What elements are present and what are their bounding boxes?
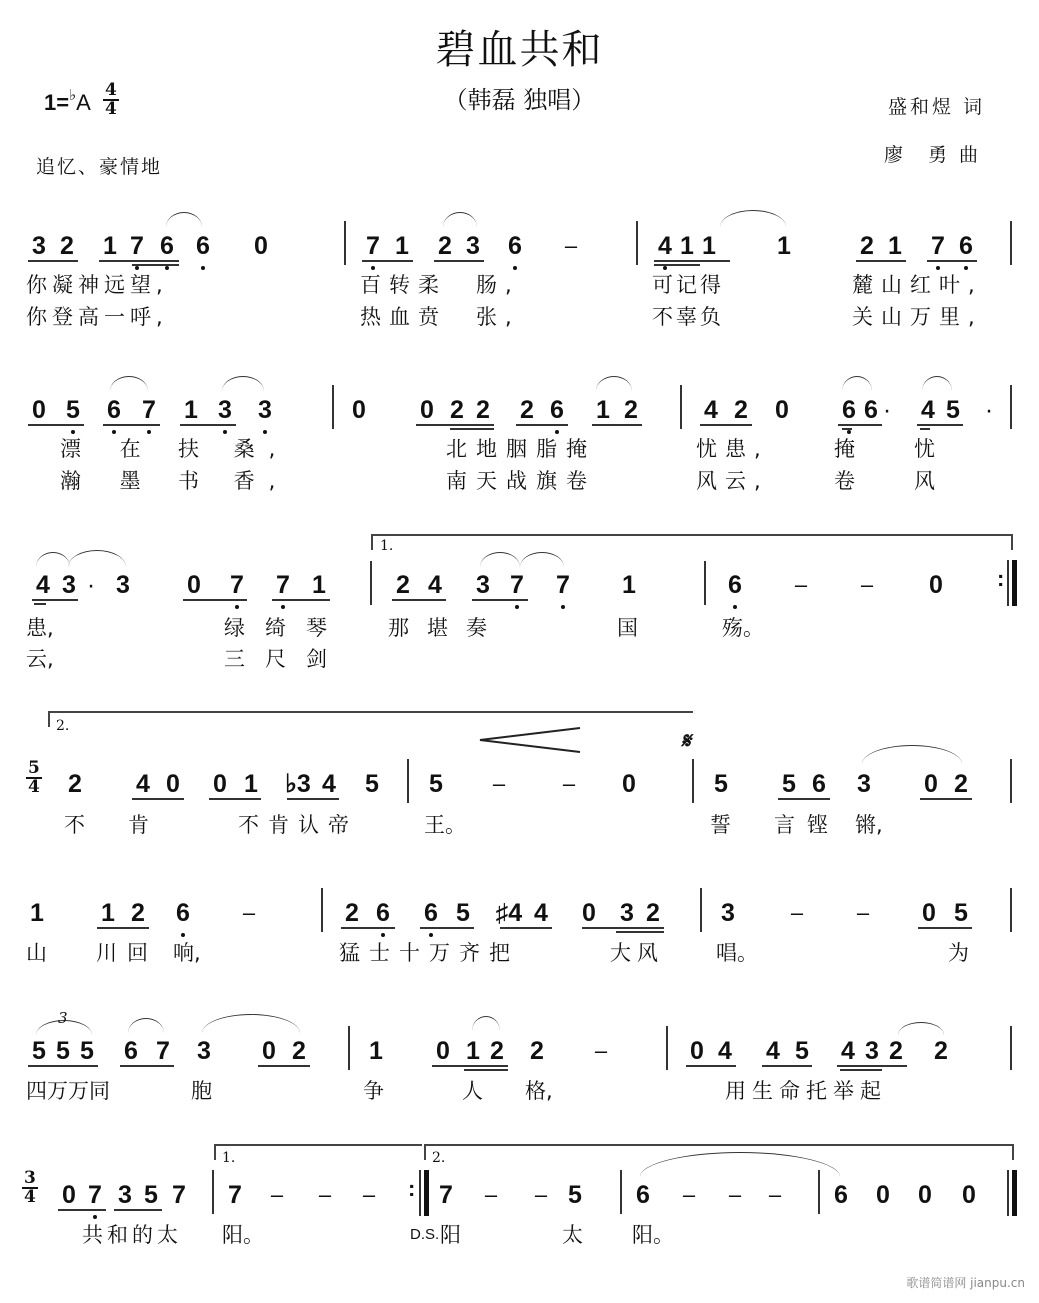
performer-subtitle: （韩磊 独唱） (443, 86, 596, 114)
bar-line (419, 1170, 421, 1216)
lyric: 那堪奏 (388, 616, 505, 640)
bar-line (666, 1026, 668, 1070)
note: 7 (362, 233, 384, 259)
note: 2 (60, 232, 74, 260)
final-bar-line (1012, 1170, 1017, 1216)
note: 7 (84, 1182, 106, 1208)
note: 0 (352, 396, 366, 424)
note: 5 (714, 770, 728, 798)
dash: – (594, 1038, 608, 1063)
note: 6 (124, 1037, 138, 1065)
note: 6 (812, 770, 826, 798)
lyric: 锵, (855, 813, 883, 837)
note: 3 (214, 397, 236, 423)
lyric: 不辜负 (652, 305, 724, 329)
note: 2 (889, 1037, 903, 1065)
dot: · (86, 571, 96, 599)
note: 6 (420, 900, 442, 926)
note: 4 (766, 1037, 780, 1065)
volta-bracket-1 (214, 1144, 422, 1160)
lyric: 你登高一呼, (26, 305, 168, 329)
dash: – (794, 572, 808, 597)
note: 0 (166, 770, 180, 798)
note: 0 (254, 232, 268, 260)
lyric: 王。 (424, 813, 466, 837)
note: 2 (954, 770, 968, 798)
note: 1 (369, 1037, 383, 1065)
note: 0 (62, 1181, 76, 1209)
note: 7 (226, 572, 248, 598)
note: 0 (962, 1181, 976, 1209)
repeat-end-dots: : (997, 566, 1005, 591)
dash: – (318, 1182, 332, 1207)
note: 2 (530, 1037, 544, 1065)
volta-label: 2. (56, 718, 70, 734)
note: 1 (702, 232, 716, 260)
note: 2 (624, 396, 638, 424)
note: 6 (636, 1181, 650, 1209)
note: 1 (680, 232, 694, 260)
note: 6 (838, 397, 860, 423)
tempo-marking: 追忆、豪情地 (36, 156, 163, 178)
lyric: 争 (363, 1079, 384, 1103)
note: 5 (144, 1181, 158, 1209)
note: 2 (68, 770, 82, 798)
lyric: 阳。 (222, 1223, 264, 1247)
lyric: 格, (525, 1079, 553, 1103)
note: 6 (546, 397, 568, 423)
key-note: A (76, 89, 91, 115)
lyric: 风云, (696, 469, 769, 493)
lyric: 言铿 (774, 813, 840, 837)
note: 6 (955, 233, 977, 259)
lyric: 扶 桑, (178, 437, 290, 461)
dash: – (856, 900, 870, 925)
note: 3 (620, 899, 634, 927)
note: 3 (254, 397, 276, 423)
triplet-mark: 3 (58, 1009, 68, 1027)
note: 0 (32, 396, 46, 424)
lyric: 大风 (610, 941, 664, 965)
note: 4 (841, 1037, 855, 1065)
lyric: 热血贲 张, (360, 305, 520, 329)
note: 4 (704, 396, 718, 424)
note: 3 (116, 571, 130, 599)
note: 1 (103, 232, 117, 260)
note: 2 (396, 571, 410, 599)
repeat-end-dots: : (408, 1176, 416, 1201)
dash: – (790, 900, 804, 925)
note: 5 (456, 899, 470, 927)
note: 3 (476, 571, 490, 599)
note: 5 (365, 770, 379, 798)
dot: · (882, 396, 892, 424)
note: 3 (118, 1181, 132, 1209)
note: 0 (436, 1037, 450, 1065)
note: 5 (62, 397, 84, 423)
lyric: 太 (562, 1223, 583, 1247)
bar-line (1010, 385, 1012, 429)
note: 2 (490, 1037, 504, 1065)
lyric: 书 香, (178, 469, 290, 493)
note: 4 (654, 233, 676, 259)
bar-line (636, 221, 638, 265)
note: 6 (864, 396, 878, 424)
lyric: 北地胭脂掩 (446, 437, 596, 461)
note: 7 (156, 1037, 170, 1065)
note: 0 (622, 770, 636, 798)
note: 1 (244, 770, 258, 798)
note: 1 (596, 396, 610, 424)
lyric: 忧 (914, 437, 935, 461)
note: 7 (506, 572, 528, 598)
note: 7 (138, 397, 160, 423)
composer-credit: 廖 勇 曲 (884, 144, 982, 166)
note: 0 (918, 1181, 932, 1209)
note: 1 (312, 571, 326, 599)
lyric: 你凝神远望, (26, 273, 168, 297)
final-bar-line (1012, 560, 1017, 606)
note: 1 (888, 232, 902, 260)
note-flat: ♭3 (285, 770, 311, 798)
note: 2 (734, 396, 748, 424)
lyric: 百转柔 肠, (360, 273, 520, 297)
note: 4 (428, 571, 442, 599)
dash: – (682, 1182, 696, 1207)
volta-bracket-2 (48, 711, 693, 727)
thick-bar-line (424, 1170, 429, 1216)
note: 5 (429, 770, 443, 798)
lyric: 可记得 (652, 273, 724, 297)
bar-line (704, 561, 706, 605)
lyric: 阳 (440, 1223, 461, 1247)
note: 5 (80, 1037, 94, 1065)
time-signature: $\frac{5}{4}$ (28, 758, 40, 797)
bar-line (407, 759, 409, 803)
dash: – (728, 1182, 742, 1207)
bar-line (1007, 1170, 1009, 1216)
note: 4 (136, 770, 150, 798)
dash: – (242, 900, 256, 925)
bar-line (1010, 888, 1012, 932)
lyric: 忧患, (696, 437, 769, 461)
note: 5 (954, 899, 968, 927)
time-signature: $\frac{3}{4}$ (24, 1168, 36, 1207)
note: 3 (197, 1037, 211, 1065)
lyric: 阳。 (632, 1223, 674, 1247)
volta-bracket-1 (371, 534, 1013, 550)
lyric: 不肯认帝 (238, 813, 358, 837)
bar-line (1010, 221, 1012, 265)
lyric: 卷 (834, 469, 855, 493)
note: 3 (721, 899, 735, 927)
note: 0 (420, 396, 434, 424)
note: 0 (187, 571, 201, 599)
note-sharp: ♯4 (495, 899, 523, 927)
note: 3 (32, 232, 46, 260)
note: 2 (860, 232, 874, 260)
note: 3 (865, 1037, 879, 1065)
note: 0 (876, 1181, 890, 1209)
bar-line (620, 1170, 622, 1214)
dash: – (860, 572, 874, 597)
note: 6 (103, 397, 125, 423)
note: 2 (450, 396, 464, 424)
lyric: 誓 (710, 813, 731, 837)
note: 0 (262, 1037, 276, 1065)
note: 4 (534, 899, 548, 927)
bar-line (344, 221, 346, 265)
note: 1 (622, 571, 636, 599)
crescendo-hairpin-icon (478, 726, 582, 754)
dash: – (362, 1182, 376, 1207)
note: 5 (32, 1037, 46, 1065)
note: 1 (777, 232, 791, 260)
bar-line (348, 1026, 350, 1070)
lyric: 三尺剑 (224, 647, 347, 671)
lyric: 国 (617, 616, 638, 640)
time-signature: $\frac{4}{4}$ (104, 80, 117, 119)
lyric: 不 (64, 813, 85, 837)
lyric: 肯 (128, 813, 149, 837)
song-title: 碧血共和 (435, 27, 604, 73)
note: 2 (934, 1037, 948, 1065)
dash: – (492, 771, 506, 796)
note: 7 (552, 572, 574, 598)
note: 0 (922, 899, 936, 927)
lyric: 为 (948, 941, 969, 965)
note: 2 (520, 396, 534, 424)
bar-line (1007, 560, 1009, 606)
volta-label: 1. (222, 1150, 236, 1166)
bar-line (370, 561, 372, 605)
note: 0 (775, 396, 789, 424)
lyric: 人 (462, 1079, 483, 1103)
bar-line (700, 888, 702, 932)
note: 7 (172, 1181, 186, 1209)
note: 4 (36, 571, 50, 599)
note: 7 (439, 1181, 453, 1209)
note: 2 (438, 232, 452, 260)
note: 3 (857, 770, 871, 798)
bar-line (1010, 759, 1012, 803)
note: 4 (718, 1037, 732, 1065)
lyric: 用生命托举起 (725, 1079, 887, 1103)
lyric: 南天战旗卷 (446, 469, 596, 493)
note: 1 (184, 396, 198, 424)
lyric: 漂 在 (60, 437, 157, 461)
bar-line (692, 759, 694, 803)
note: 0 (582, 899, 596, 927)
note: 7 (272, 572, 294, 598)
note: 1 (101, 899, 115, 927)
note: 0 (924, 770, 938, 798)
lyric: 绿绮琴 (224, 616, 347, 640)
dash: – (484, 1182, 498, 1207)
lyric: 猛士十万齐把 (339, 941, 519, 965)
note: 4 (921, 396, 935, 424)
note: 6 (156, 233, 178, 259)
volta-label: 1. (380, 538, 394, 554)
volta-label: 2. (432, 1150, 446, 1166)
bar-line (321, 888, 323, 932)
lyric: 掩 (834, 437, 855, 461)
note: 5 (795, 1037, 809, 1065)
note: 2 (345, 899, 359, 927)
note: 3 (62, 571, 76, 599)
bar-line (680, 385, 682, 429)
bar-line (212, 1170, 214, 1214)
dash: – (270, 1182, 284, 1207)
note: 6 (724, 572, 746, 598)
lyric: 云, (26, 647, 54, 671)
dash: – (534, 1182, 548, 1207)
note: 6 (192, 233, 214, 259)
note: 5 (568, 1181, 582, 1209)
key-signature (44, 80, 119, 122)
note: 5 (56, 1037, 70, 1065)
lyricist-credit: 盛和煜 词 (888, 96, 986, 118)
dash: – (562, 771, 576, 796)
note: 1 (466, 1037, 480, 1065)
key-prefix: 1= (44, 89, 70, 115)
note: 4 (322, 770, 336, 798)
note: 3 (466, 232, 480, 260)
note: 6 (504, 233, 526, 259)
note: 2 (476, 396, 490, 424)
lyric: 四万万同 (26, 1079, 110, 1103)
note: 2 (646, 899, 660, 927)
note: 5 (782, 770, 796, 798)
note: 6 (172, 900, 194, 926)
note: 6 (834, 1181, 848, 1209)
flat-sign-icon: ♭ (69, 86, 77, 104)
lyric: 患, (26, 616, 54, 640)
lyric: 响, (173, 941, 201, 965)
dal-segno-marking: D.S. (410, 1226, 440, 1243)
lyric: 关山万里, (852, 305, 983, 329)
note: 7 (927, 233, 949, 259)
lyric: 川回 (96, 941, 158, 965)
note: 6 (372, 900, 394, 926)
lyric: 唱。 (716, 941, 758, 965)
note: 2 (131, 899, 145, 927)
bar-line (818, 1170, 820, 1214)
note: 0 (213, 770, 227, 798)
dot: · (984, 396, 994, 424)
lyric: 殇。 (722, 616, 764, 640)
watermark: 歌谱简谱网 jianpu.cn (906, 1276, 1025, 1290)
dash: – (768, 1182, 782, 1207)
bar-line (332, 385, 334, 429)
note: 1 (395, 232, 409, 260)
dash: – (564, 233, 578, 258)
lyric: 瀚 墨 (60, 469, 157, 493)
segno-icon: 𝄋 (681, 728, 691, 754)
note: 1 (30, 899, 44, 927)
lyric: 胞 (191, 1079, 212, 1103)
bar-line (1010, 1026, 1012, 1070)
note: 2 (292, 1037, 306, 1065)
note: 7 (228, 1181, 242, 1209)
note: 0 (690, 1037, 704, 1065)
note: 5 (946, 396, 960, 424)
lyric: 风 (914, 469, 935, 493)
lyric: 山 (26, 941, 47, 965)
note: 7 (126, 233, 148, 259)
lyric: 麓山红叶, (852, 273, 983, 297)
lyric: 共和的太 (82, 1223, 182, 1247)
note: 0 (929, 571, 943, 599)
